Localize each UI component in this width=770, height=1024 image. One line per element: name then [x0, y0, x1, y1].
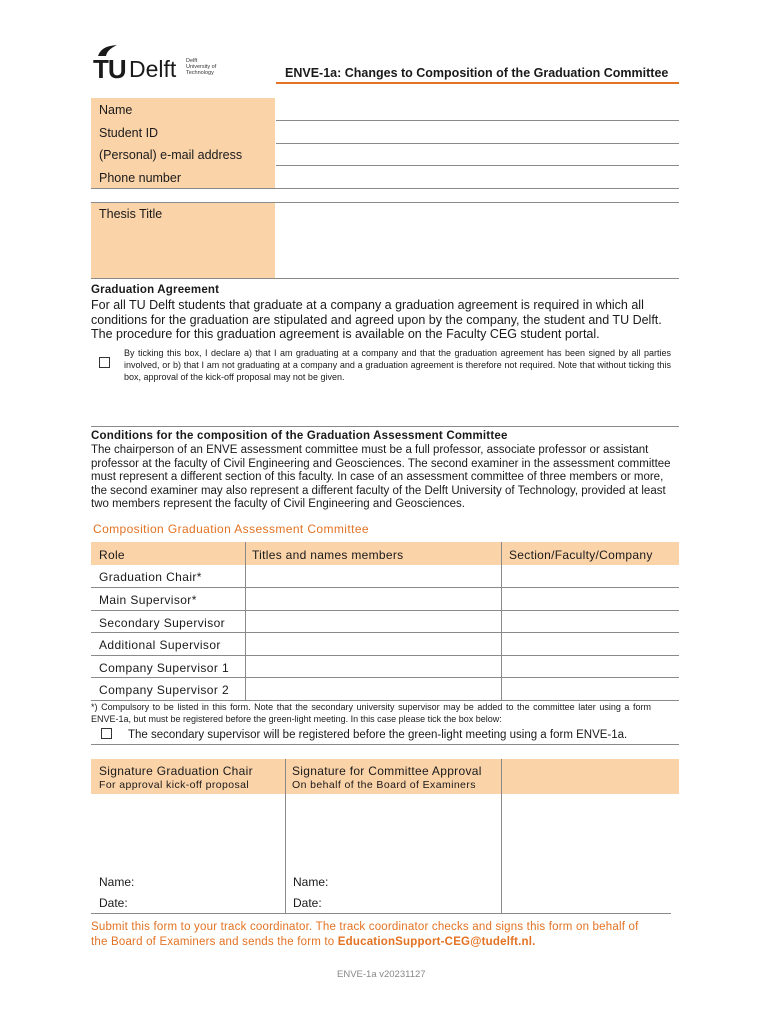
logo-delft: Delft	[129, 56, 177, 82]
member-section-input[interactable]	[502, 566, 679, 587]
thesis-title-input[interactable]	[276, 203, 679, 278]
approval-name-label: Name:	[293, 875, 329, 889]
approval-date-label: Date:	[293, 896, 322, 910]
secondary-supervisor-checkbox[interactable]	[101, 728, 112, 739]
logo-subtitle: Delft University of Technology	[186, 58, 217, 76]
role-main-supervisor: Main Supervisor*	[99, 593, 197, 607]
role-company-supervisor-1: Company Supervisor 1	[99, 661, 230, 675]
agreement-checkbox[interactable]	[99, 357, 110, 368]
conditions-body: The chairperson of an ENVE assessment committee must be a full professor, associate professor or assistant professor at the faculty of Civil Engineering and Geosciences. The second examiner in the assessment committee must represent a different section of this faculty. In case of an assessment committee of three members or more, the second examiner may also represent a different faculty of the Delft University of Technology, provided at least two members represent the faculty of Civil Engineering and Geosciences.	[91, 444, 671, 510]
email-input[interactable]	[276, 143, 679, 165]
submit-instructions	[91, 920, 651, 950]
student-id-input[interactable]	[276, 121, 679, 143]
divider	[91, 426, 679, 427]
column-role: Role	[99, 548, 125, 562]
email-label: (Personal) e-mail address	[99, 148, 243, 162]
chair-signature-area[interactable]	[91, 795, 285, 870]
name-input[interactable]	[276, 98, 679, 120]
thesis-title-label: Thesis Title	[99, 207, 163, 221]
agreement-heading: Graduation Agreement	[91, 284, 220, 296]
name-label: Name	[99, 103, 133, 117]
column-divider	[501, 759, 502, 913]
divider	[91, 188, 679, 189]
table-row-divider	[91, 632, 679, 633]
chair-signature-title: Signature Graduation Chair	[99, 764, 253, 778]
student-id-label: Student ID	[99, 126, 159, 140]
chair-name-label: Name:	[99, 875, 135, 889]
phone-input[interactable]	[276, 166, 679, 188]
role-additional-supervisor: Additional Supervisor	[99, 638, 221, 652]
member-name-input[interactable]	[246, 566, 501, 587]
submit-email-link[interactable]: EducationSupport-CEG@tudelft.nl.	[337, 936, 536, 948]
role-graduation-chair: Graduation Chair*	[99, 570, 202, 584]
divider	[91, 278, 679, 279]
table-row-divider	[91, 677, 679, 678]
secondary-supervisor-checkbox-text: The secondary supervisor will be registered before the green-light meeting using a form ENVE-1a.	[128, 729, 628, 741]
agreement-body: For all TU Delft students that graduate at a company a graduation agreement is required in which all conditions for the graduation are stipulated and agreed upon by the company, the student and TU Delft. The procedure for this graduation agreement is available on the Faculty CEG student portal.	[91, 298, 662, 341]
tu-delft-logo	[91, 44, 221, 84]
approval-signature-area[interactable]	[286, 795, 501, 870]
approval-signature-subtitle: On behalf of the Board of Examiners	[292, 779, 476, 791]
submit-text: Submit this form to your track coordinator. The track coordinator checks and signs this form on behalf of the Board of Examiners and sends the form to	[91, 921, 639, 948]
chair-date-label: Date:	[99, 896, 128, 910]
approval-signature-title: Signature for Committee Approval	[292, 764, 482, 778]
composition-footnote: *) Compulsory to be listed in this form. Note that the secondary university supervisor may be added to the committee later using a form ENVE-1a, but must be registered before the green-light meeting. In this case please tick the box below:	[91, 702, 651, 724]
divider	[276, 165, 679, 166]
logo-tu: TU	[93, 54, 126, 84]
role-secondary-supervisor: Secondary Supervisor	[99, 616, 226, 630]
divider	[91, 744, 679, 745]
table-row-divider	[91, 587, 679, 588]
divider	[276, 143, 679, 144]
column-section: Section/Faculty/Company	[509, 548, 653, 562]
column-names: Titles and names members	[252, 548, 404, 562]
title-underline	[276, 82, 679, 84]
table-row-divider	[91, 655, 679, 656]
table-row-divider	[91, 610, 679, 611]
chair-signature-subtitle: For approval kick-off proposal	[99, 779, 250, 791]
divider	[276, 120, 679, 121]
agreement-checkbox-text: By ticking this box, I declare a) that I am graduating at a company and that the graduation agreement has been signed by all parties involved, or b) that I am not graduating at a company and a graduation agreement is therefore not required. Note that without ticking this box, approval of the kick-off proposal may not be given.	[124, 348, 671, 382]
page-title: ENVE-1a: Changes to Composition of the Graduation Committee	[285, 66, 669, 80]
conditions-heading: Conditions for the composition of the Graduation Assessment Committee	[91, 430, 508, 442]
role-company-supervisor-2: Company Supervisor 2	[99, 683, 230, 697]
version-footer: ENVE-1a v20231127	[337, 969, 426, 980]
divider	[91, 913, 671, 914]
composition-title: Composition Graduation Assessment Committee	[93, 522, 369, 536]
phone-label: Phone number	[99, 171, 182, 185]
